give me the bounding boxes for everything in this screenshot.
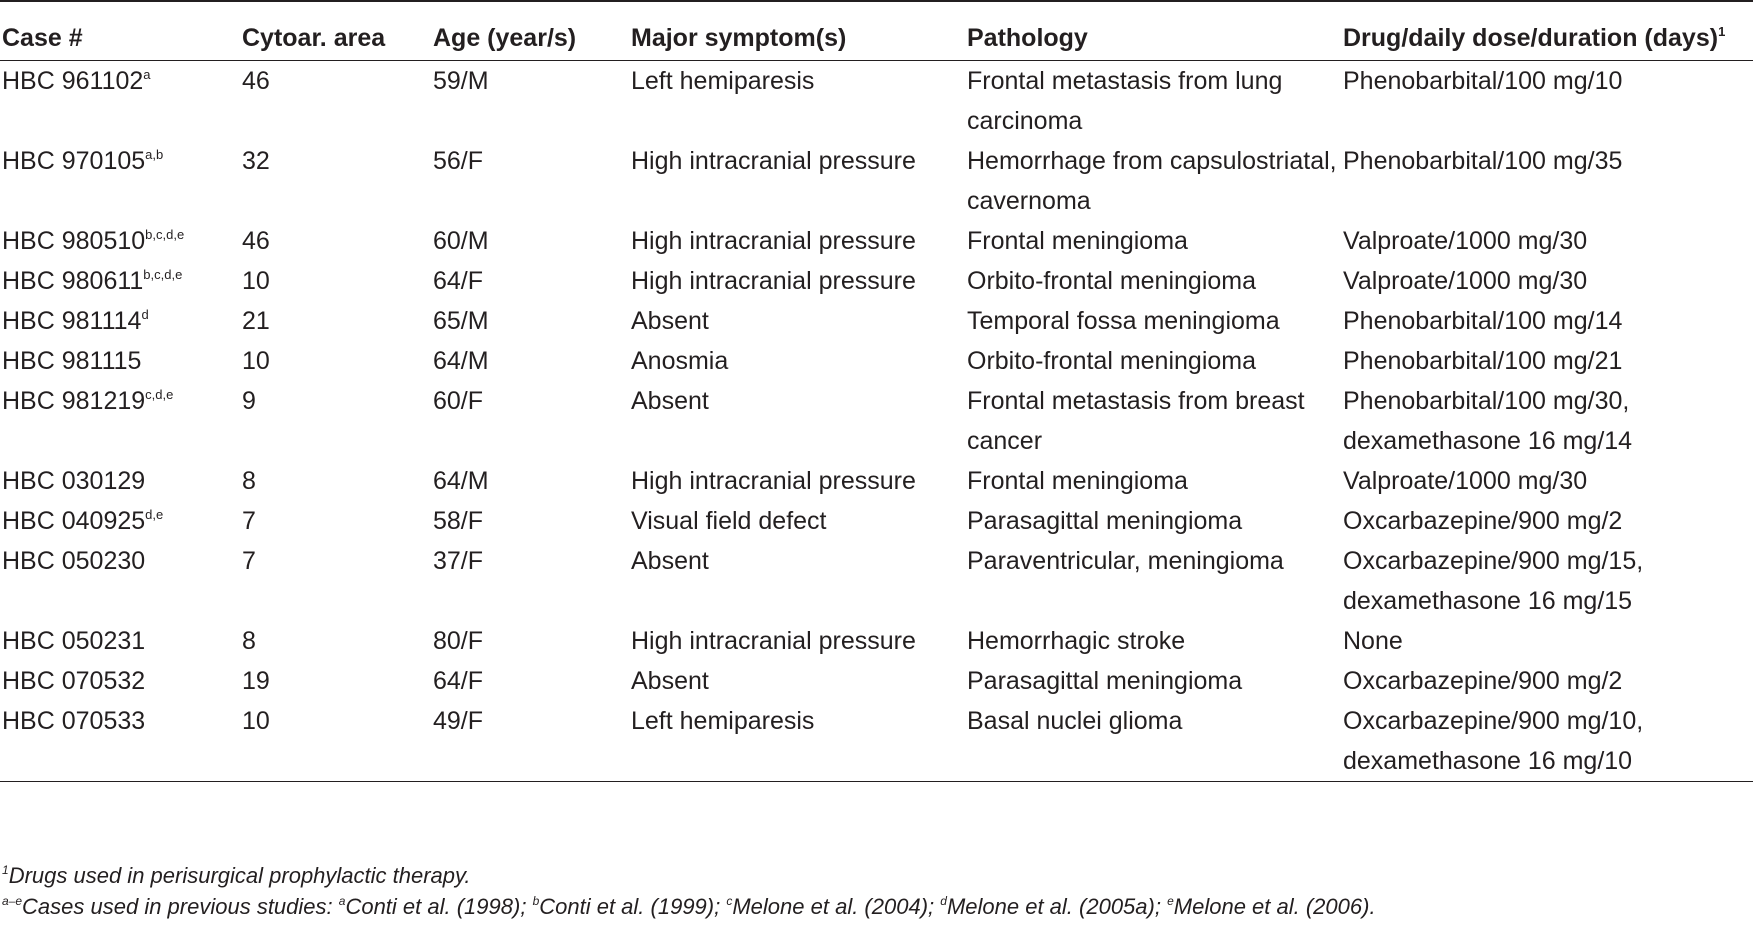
cell-case: HBC 050231: [2, 627, 146, 655]
cell-drug: Phenobarbital/100 mg/30, dexamethasone 16 mg/14: [1343, 387, 1633, 455]
header-age: Age (year/s): [433, 24, 577, 52]
cell-cytoar-area: 9: [242, 387, 256, 415]
cell-case: HBC 070532: [2, 667, 146, 695]
cell-age: 65/M: [433, 307, 489, 335]
header-pathology: Pathology: [967, 24, 1088, 52]
reference-mark: c: [726, 894, 733, 908]
cell-pathology: Frontal metastasis from breast cancer: [967, 387, 1305, 455]
case-footnote-mark: c,d,e: [145, 387, 174, 402]
cell-pathology: Temporal fossa meningioma: [967, 307, 1280, 335]
cell-drug: Phenobarbital/100 mg/14: [1343, 307, 1623, 335]
table-row: [0, 301, 1753, 341]
cell-pathology: Orbito-frontal meningioma: [967, 267, 1257, 295]
cell-pathology: Parasagittal meningioma: [967, 667, 1243, 695]
header-row: [0, 1, 1753, 61]
case-footnote-mark: b,c,d,e: [143, 267, 183, 282]
cell-pathology: Orbito-frontal meningioma: [967, 347, 1257, 375]
header-footnote-mark: 1: [1718, 24, 1726, 39]
cell-cytoar-area: 10: [242, 267, 270, 295]
footnote-1: $^1$Drugs used in perisurgical prophylactic therapy.: [2, 863, 471, 888]
cell-major-symptom: Anosmia: [631, 347, 729, 375]
cell-major-symptom: Left hemiparesis: [631, 67, 815, 95]
cell-age: 56/F: [433, 147, 484, 175]
cell-cytoar-area: 10: [242, 707, 270, 735]
reference-separator: ;: [714, 894, 727, 919]
table-header: [0, 1, 1753, 61]
cell-pathology: Frontal meningioma: [967, 227, 1188, 255]
cell-age: 64/F: [433, 667, 484, 695]
reference-mark: e: [1167, 894, 1174, 908]
cell-age: 60/M: [433, 227, 489, 255]
cell-age: 80/F: [433, 627, 484, 655]
footnote-2: $^{a-e}$Cases used in previous studies: $^a$Conti et al. (1998); $^b$Conti et al. (1999); $^c$Melone et al. (2004); $^d$Melone et al. (2005a); $^e$Melone et al. (2006).: [2, 894, 1376, 919]
cell-cytoar-area: 21: [242, 307, 270, 335]
cell-case: HBC 980611$^{b,c,d,e}$: [2, 267, 183, 295]
table-body: [0, 61, 1753, 782]
cell-case: HBC 050230: [2, 547, 146, 575]
header-drug: Drug/daily dose/duration (days)$^1$: [1343, 24, 1726, 52]
case-footnote-mark: a: [143, 67, 151, 82]
cell-age: 60/F: [433, 387, 484, 415]
table-row: [0, 61, 1753, 142]
cell-case: HBC 070533: [2, 707, 146, 735]
table-row: [0, 621, 1753, 661]
table-row: [0, 381, 1753, 461]
case-footnote-mark: d: [141, 307, 149, 322]
table-row: [0, 341, 1753, 381]
reference-mark: d: [940, 894, 947, 908]
cell-case: HBC 980510$^{b,c,d,e}$: [2, 227, 185, 255]
table-row: [0, 221, 1753, 261]
cell-major-symptom: High intracranial pressure: [631, 627, 916, 655]
cell-drug: Oxcarbazepine/900 mg/10, dexamethasone 16 mg/10: [1343, 707, 1644, 775]
reference-citation: Melone et al. (2004): [732, 894, 929, 919]
table-row: [0, 701, 1753, 782]
cell-case: HBC 970105$^{a,b}$: [2, 147, 164, 175]
cell-major-symptom: High intracranial pressure: [631, 267, 916, 295]
cell-pathology: Hemorrhage from capsulostriatal, cavernoma: [967, 147, 1337, 215]
cell-major-symptom: Absent: [631, 307, 709, 335]
cell-cytoar-area: 8: [242, 627, 256, 655]
cell-age: 64/M: [433, 347, 489, 375]
cell-age: 59/M: [433, 67, 489, 95]
cell-cytoar-area: 7: [242, 507, 256, 535]
cell-drug: Valproate/1000 mg/30: [1343, 267, 1588, 295]
cell-age: 58/F: [433, 507, 484, 535]
cell-drug: Oxcarbazepine/900 mg/2: [1343, 667, 1623, 695]
reference-citation: Conti et al. (1999): [539, 894, 715, 919]
cell-major-symptom: High intracranial pressure: [631, 467, 916, 495]
table-row: [0, 661, 1753, 701]
cell-case: HBC 981219$^{c,d,e}$: [2, 387, 174, 415]
cell-pathology: Paraventricular, meningioma: [967, 547, 1284, 575]
reference-separator: ;: [520, 894, 533, 919]
cell-major-symptom: High intracranial pressure: [631, 227, 916, 255]
cell-age: 37/F: [433, 547, 484, 575]
reference-list: [339, 894, 1376, 919]
cell-drug: Phenobarbital/100 mg/21: [1343, 347, 1623, 375]
reference-citation: Melone et al. (2005a): [946, 894, 1155, 919]
cell-drug: Phenobarbital/100 mg/10: [1343, 67, 1623, 95]
table-row: [0, 261, 1753, 301]
cell-drug: Valproate/1000 mg/30: [1343, 467, 1588, 495]
cell-pathology: Frontal meningioma: [967, 467, 1188, 495]
table-row: [0, 141, 1753, 221]
cell-cytoar-area: 7: [242, 547, 256, 575]
cell-cytoar-area: 46: [242, 67, 270, 95]
cell-cytoar-area: 32: [242, 147, 270, 175]
reference-mark: a: [338, 894, 346, 908]
header-case: Case #: [2, 24, 83, 52]
cell-drug: Oxcarbazepine/900 mg/2: [1343, 507, 1623, 535]
cell-major-symptom: Absent: [631, 387, 709, 415]
cell-pathology: Parasagittal meningioma: [967, 507, 1243, 535]
cell-pathology: Frontal metastasis from lung carcinoma: [967, 67, 1283, 135]
table-row: [0, 501, 1753, 541]
cell-cytoar-area: 46: [242, 227, 270, 255]
cell-cytoar-area: 19: [242, 667, 270, 695]
cell-major-symptom: Left hemiparesis: [631, 707, 815, 735]
cell-drug: Oxcarbazepine/900 mg/15, dexamethasone 16 mg/15: [1343, 547, 1644, 615]
case-footnote-mark: a,b: [145, 147, 164, 162]
cell-case: HBC 981114$^d$: [2, 307, 149, 335]
cell-case: HBC 030129: [2, 467, 146, 495]
table-row: [0, 541, 1753, 621]
reference-separator: ;: [1154, 894, 1168, 919]
header-cytoar-area: Cytoar. area: [242, 24, 386, 52]
cell-case: HBC 981115: [2, 347, 142, 375]
reference-separator: .: [1369, 894, 1376, 919]
cell-pathology: Hemorrhagic stroke: [967, 627, 1186, 655]
cell-case: HBC 040925$^{d,e}$: [2, 507, 164, 535]
reference-separator: ;: [928, 894, 941, 919]
cell-drug: None: [1343, 627, 1403, 655]
cell-age: 49/F: [433, 707, 484, 735]
cell-drug: Phenobarbital/100 mg/35: [1343, 147, 1623, 175]
cell-major-symptom: Visual field defect: [631, 507, 827, 535]
cell-major-symptom: Absent: [631, 667, 709, 695]
case-footnote-mark: d,e: [145, 507, 164, 522]
reference-citation: Melone et al. (2006): [1173, 894, 1370, 919]
header-major-symptoms: Major symptom(s): [631, 24, 847, 52]
case-footnote-mark: b,c,d,e: [145, 227, 185, 242]
cell-age: 64/F: [433, 267, 484, 295]
cell-drug: Valproate/1000 mg/30: [1343, 227, 1588, 255]
cell-age: 64/M: [433, 467, 489, 495]
cell-major-symptom: High intracranial pressure: [631, 147, 916, 175]
reference-citation: Conti et al. (1998): [345, 894, 521, 919]
table-footnotes: [2, 860, 1376, 922]
cell-major-symptom: Absent: [631, 547, 709, 575]
table-row: [0, 461, 1753, 501]
reference-mark: b: [532, 894, 540, 908]
cell-case: HBC 961102$^a$: [2, 67, 151, 95]
cell-pathology: Basal nuclei glioma: [967, 707, 1183, 735]
cell-cytoar-area: 10: [242, 347, 270, 375]
cell-cytoar-area: 8: [242, 467, 256, 495]
